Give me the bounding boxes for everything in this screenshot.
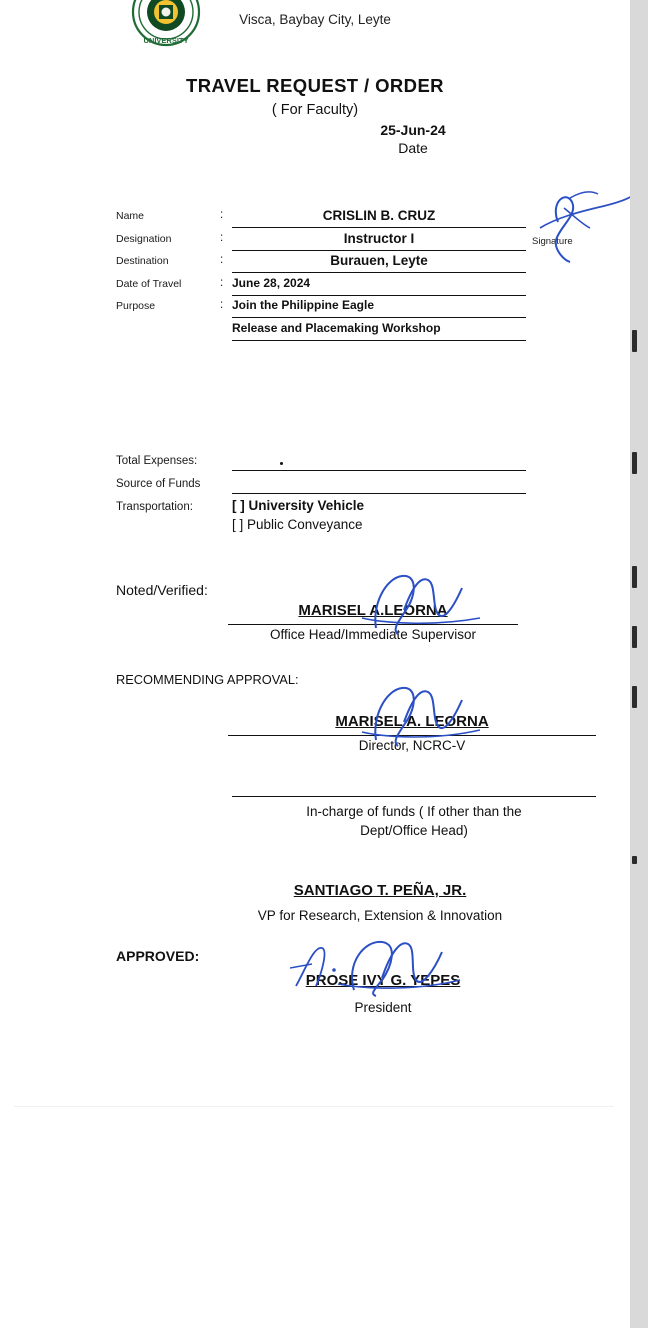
field-value-destination[interactable]: Burauen, Leyte — [232, 253, 526, 273]
ink-dot — [280, 462, 283, 465]
field-colon: : — [220, 231, 224, 244]
field-value-purpose[interactable]: Join the Philippine Eagle — [232, 298, 526, 318]
date-label: Date — [398, 140, 428, 156]
checkbox-university-vehicle[interactable]: [ ] University Vehicle — [232, 498, 365, 513]
field-label: Name — [116, 210, 145, 222]
noted-verified-label: Noted/Verified: — [116, 582, 208, 598]
field-row-designation — [116, 231, 526, 254]
page-fold-line — [14, 1106, 614, 1107]
field-row-purpose-continuation — [116, 321, 526, 344]
field-label: Designation — [116, 232, 172, 245]
field-colon: : — [220, 299, 224, 311]
field-colon: : — [220, 209, 224, 221]
field-colon: : — [220, 276, 224, 289]
incharge-role-line2: Dept/Office Head) — [360, 823, 468, 838]
date-value: 25-Jun-24 — [380, 122, 446, 138]
recommending-signatory-role: Director, NCRC-V — [358, 738, 466, 753]
vp-signatory-name: SANTIAGO T. PEÑA, JR. — [293, 882, 467, 899]
recommending-signature-line — [228, 735, 596, 736]
document-title: TRAVEL REQUEST / ORDER — [186, 75, 444, 96]
recommending-approval-label: RECOMMENDING APPROVAL: — [116, 672, 299, 687]
incharge-signature-line — [232, 796, 596, 797]
field-value-name[interactable]: CRISLIN B. CRUZ — [232, 208, 526, 228]
date-block — [318, 122, 508, 156]
noted-signature-scribble — [358, 566, 488, 636]
field-label: Destination — [116, 255, 169, 267]
transportation-label: Transportation: — [116, 501, 193, 513]
field-row-purpose — [116, 298, 526, 321]
noted-signature-line — [228, 624, 518, 625]
field-colon: : — [220, 254, 224, 266]
vp-signatory-role: VP for Research, Extension & Innovation — [257, 908, 503, 923]
source-of-funds-value[interactable] — [232, 475, 526, 494]
approved-label: APPROVED: — [116, 948, 200, 964]
field-value-designation[interactable]: Instructor I — [232, 231, 526, 251]
total-expenses-value[interactable] — [232, 452, 526, 471]
university-address: Visca, Baybay City, Leyte — [239, 12, 391, 27]
edge-mark — [632, 686, 637, 708]
field-row-date-of-travel — [116, 276, 526, 299]
edge-mark — [632, 626, 637, 648]
source-of-funds-label: Source of Funds — [116, 478, 201, 490]
edge-mark — [632, 566, 637, 588]
incharge-role-line1: In-charge of funds ( If other than the — [306, 804, 522, 819]
edge-mark — [632, 856, 637, 864]
field-value-purpose-continuation[interactable]: Release and Placemaking Workshop — [232, 321, 526, 341]
field-list — [116, 208, 526, 343]
president-signature-scribble — [290, 930, 480, 1000]
field-row-name — [116, 208, 526, 231]
signature-label: Signature — [532, 236, 573, 247]
president-signatory-name: PROSE IVY G. YEPES — [305, 972, 461, 989]
university-seal-logo — [114, 0, 218, 54]
field-label: Purpose — [116, 300, 156, 312]
row-total-expenses — [116, 452, 526, 475]
row-transportation — [116, 498, 526, 544]
field-value-date-of-travel[interactable]: June 28, 2024 — [232, 276, 526, 296]
row-source-of-funds — [116, 475, 526, 498]
checkbox-public-conveyance[interactable]: [ ] Public Conveyance — [232, 517, 363, 532]
document-subtitle: ( For Faculty) — [271, 102, 359, 118]
total-expenses-label: Total Expenses: — [116, 455, 198, 467]
svg-text:UNIVERSITY: UNIVERSITY — [143, 36, 189, 45]
edge-mark — [632, 452, 637, 474]
noted-signatory-role: Office Head/Immediate Supervisor — [269, 627, 477, 642]
scanner-edge-strip — [630, 0, 648, 1328]
edge-mark — [632, 330, 637, 352]
president-signatory-role: President — [354, 1000, 412, 1015]
incharge-role — [232, 802, 596, 840]
recommending-signatory-name: MARISEL A. LEORNA — [335, 713, 489, 730]
expenses-block — [116, 452, 526, 544]
field-label: Date of Travel — [116, 277, 182, 290]
requester-signature-scribble — [520, 182, 635, 267]
field-row-destination — [116, 253, 526, 276]
noted-signatory-name: MARISEL A.LEORNA — [298, 602, 448, 619]
